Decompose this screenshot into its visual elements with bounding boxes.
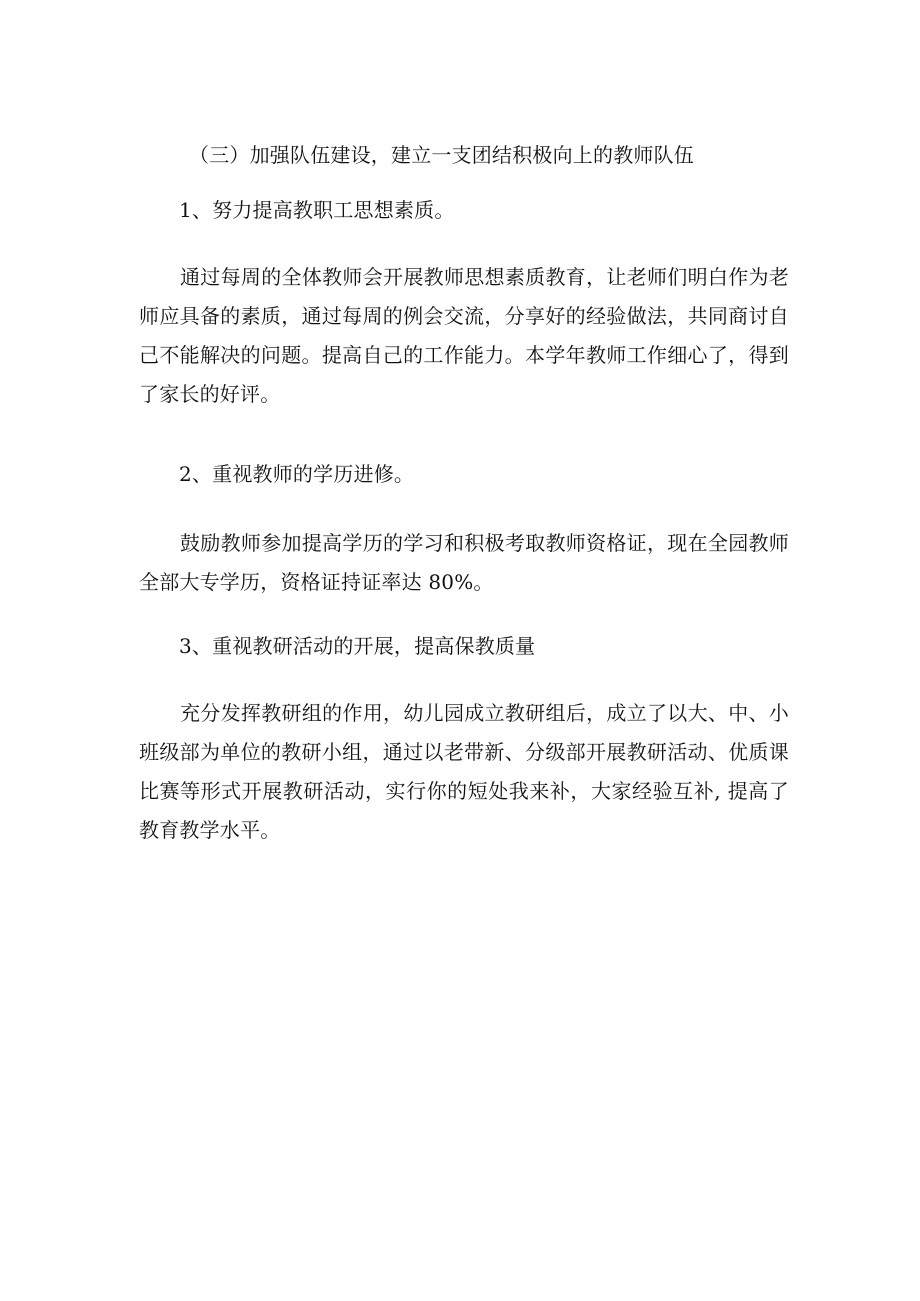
item-3-heading: 3、重视教研活动的开展，提高保教质量 [179,634,536,658]
item-3-body: 充分发挥教研组的作用，幼儿园成立教研组后，成立了以大、中、小班级部为单位的教研小组，通过以老带新、分级部开展教研活动、优质课比赛等形式开展教研活动，实行你的短处我来补，大家经验互补, 提高了教育教学水平。 [139,701,789,842]
section-heading: （三）加强队伍建设，建立一支团结积极向上的教师队伍 [189,143,694,167]
item-1-heading: 1、努力提高教职工思想素质。 [179,198,455,222]
item-2-body: 鼓励教师参加提高学历的学习和积极考取教师资格证，现在全园教师全部大专学历，资格证持证率达 80%。 [139,531,789,594]
item-1-body: 通过每周的全体教师会开展教师思想素质教育，让老师们明白作为老师应具备的素质，通过每周的例会交流，分享好的经验做法，共同商讨自己不能解决的问题。提高自己的工作能力。本学年教师工作细心了，得到了家长的好评。 [139,265,789,406]
item-2-heading: 2、重视教师的学历进修。 [179,462,415,486]
